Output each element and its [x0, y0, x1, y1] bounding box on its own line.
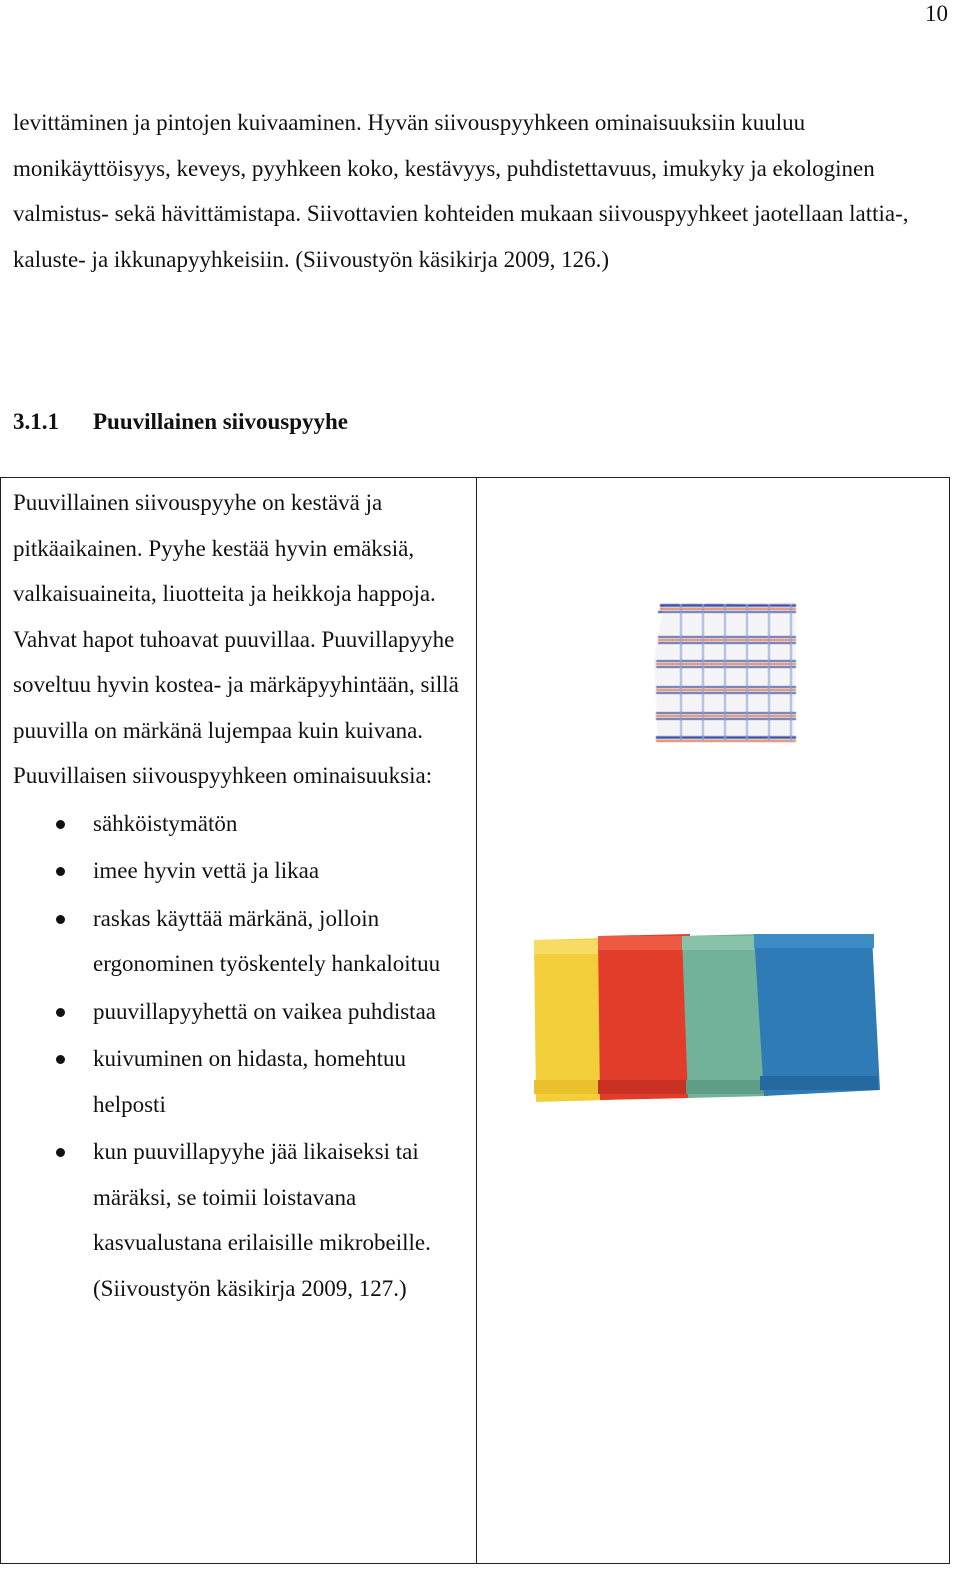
- page-number: 10: [925, 1, 948, 26]
- section-number: 3.1.1: [13, 409, 59, 434]
- body-text: Puuvillainen siivouspyyhe on kestävä ja pitkäaikainen. Pyyhe kestää hyvin emäksiä, valkaisuaineita, liuotteita ja heikkoja happoja. Vahvat hapot tuhoavat puuvillaa. Puuvillapyyhe soveltuu hyvin kostea- ja märkäpyyhintään, sillä puuvilla on märkänä lujempaa kuin kuivana. Puuvillaisen siivouspyyhkeen ominaisuuksia:: [13, 490, 459, 788]
- list-item: kun puuvillapyyhe jää likaiseksi tai märäksi, se toimii loistavana kasvualustana erilaisille mikrobeille. (Siivoustyön käsikirja 2009, 127.): [13, 1129, 468, 1311]
- section-heading: [13, 402, 348, 442]
- intro-text: levittäminen ja pintojen kuivaaminen. Hyvän siivouspyyhkeen ominaisuuksiin kuuluu monikäyttöisyys, keveys, pyyhkeen koko, kestävyys, puhdistettavuus, imukyky ja ekologinen valmistus- sekä hävittämistapa. Siivottavien kohteiden mukaan siivouspyyhkeet jaotellaan lattia-, kaluste- ja ikkunapyyhkeisiin. (Siivoustyön käsikirja 2009, 126.): [13, 110, 909, 272]
- list-item: imee hyvin vettä ja likaa: [13, 848, 468, 894]
- colored-towels-image: [528, 930, 883, 1105]
- properties-list: [13, 801, 468, 1312]
- bullet-icon: [56, 915, 65, 924]
- list-item: sähköistymätön: [13, 801, 468, 847]
- bullet-icon: [56, 1008, 65, 1017]
- text-cell: [13, 480, 468, 1311]
- bullet-icon: [56, 820, 65, 829]
- list-item: raskas käyttää märkänä, jolloin ergonominen työskentely hankaloituu: [13, 896, 468, 987]
- section-title: Puuvillainen siivouspyyhe: [93, 409, 348, 434]
- intro-paragraph: [13, 100, 943, 282]
- bullet-icon: [56, 1148, 65, 1157]
- bullet-icon: [56, 1055, 65, 1064]
- bullet-icon: [56, 867, 65, 876]
- list-item: kuivuminen on hidasta, homehtuu helposti: [13, 1036, 468, 1127]
- list-item: puuvillapyyhettä on vaikea puhdistaa: [13, 989, 468, 1035]
- table-column-divider: [476, 478, 477, 1563]
- checkered-cloth-image: [650, 598, 800, 748]
